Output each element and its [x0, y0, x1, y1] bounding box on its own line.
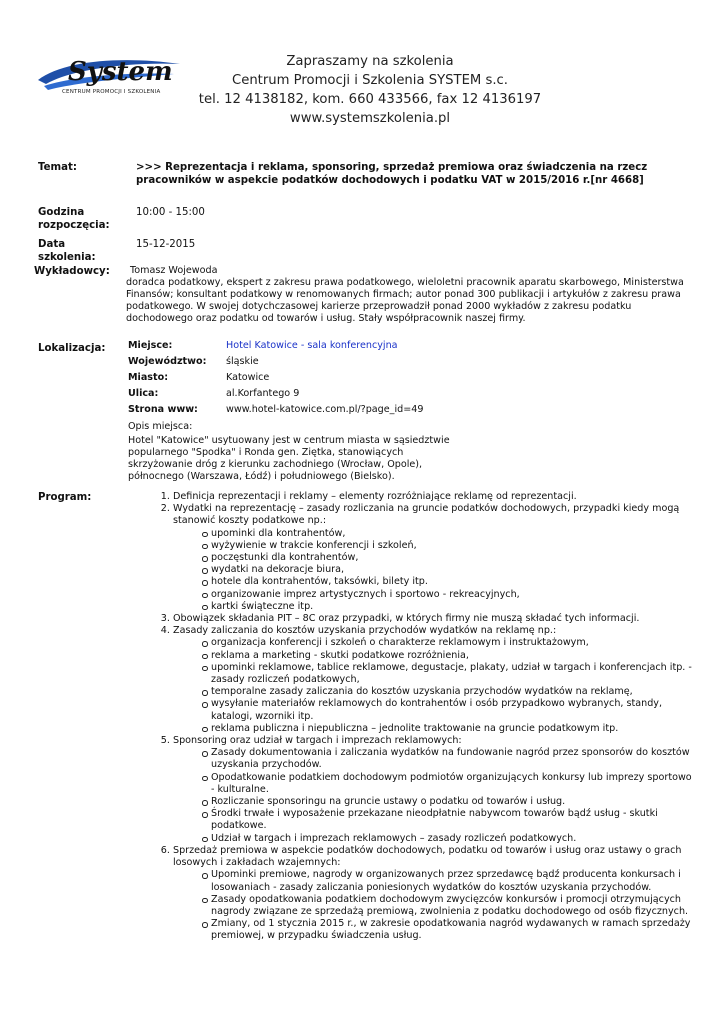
start-time: 10:00 - 15:00 [136, 207, 205, 218]
program-subitem: Zmiany, od 1 stycznia 2015 r., w zakresie opodatkowania nagród wydawanych w ramach sprzedaży premiowej, w przypadku świadczenia usług. [211, 918, 693, 942]
program-subitems [173, 528, 693, 613]
lecturer-name: Tomasz Wojewoda [130, 265, 218, 276]
program-subitem: poczęstunki dla kontrahentów, [211, 552, 693, 564]
program-subitems [173, 747, 693, 845]
program-subitem: upominki dla kontrahentów, [211, 528, 693, 540]
program-subitems [173, 637, 693, 735]
location-place-link[interactable]: Hotel Katowice - sala konferencyjna [226, 340, 398, 351]
program-subitem: Zasady dokumentowania i zaliczania wydatków na fundowanie nagród przez sponsorów do kosztów uzyskania przychodów. [211, 747, 693, 771]
program-subitem: organizowanie imprez artystycznych i sportowo - rekreacyjnych, [211, 589, 693, 601]
program-subitem: organizacja konferencji i szkoleń o charakterze reklamowym i instruktażowym, [211, 637, 693, 649]
header-line-2: Centrum Promocji i Szkolenia SYSTEM s.c. [232, 73, 508, 88]
lecturer-info [126, 265, 686, 325]
program-item: 6. Sprzedaż premiowa w aspekcie podatków dochodowych, podatku od towarów i usług oraz ustawy o grach losowych i zakładach wzajemnych: Upominki premiowe, nagrody w organizowanych przez sprzedawcę bądź producenta konkursach i losowaniach - zasady zaliczania poniesionych wydatków do kosztów uzyskania przychodów. Zasady opodatkowania podatkiem dochodowym zwycięzców konkursów i promocji otrzymujących nagrody związane ze sprzedażą premiową, zwolnienia z podatku dochodowego od osób fizycznych. Zmiany, od 1 stycznia 2015 r., w zakresie opodatkowania nagród wydawanych w ramach sprzedaży premiowej, w przypadku świadczenia usług. [173, 845, 693, 943]
program-item: 1. Definicja reprezentacji i reklamy – elementy rozróżniające reklamę od reprezentacji. [173, 491, 693, 503]
program-subitem: reklama a marketing - skutki podatkowe rozróżnienia, [211, 650, 693, 662]
label-program: Program: [38, 492, 92, 503]
program-subitem: hotele dla kontrahentów, taksówki, bilety itp. [211, 576, 693, 588]
label-lokalizacja: Lokalizacja: [38, 343, 106, 354]
program-item: 5. Sponsoring oraz udział w targach i imprezach reklamowych: Zasady dokumentowania i zaliczania wydatków na fundowanie nagród przez sponsorów do kosztów uzyskania przychodów. Opodatkowanie podatkiem dochodowym podmiotów organizujących konkursy lub imprezy sportowo - kulturalne. Rozliczanie sponsoringu na gruncie ustawy o podatku od towarów i usług. Środki trwałe i wyposażenie przekazane nieodpłatnie nabywcom towarów bądź usług - skutki podatkowe. Udział w targach i imprezach reklamowych – zasady rozliczeń podatkowych. [173, 735, 693, 845]
program-subitem: Środki trwałe i wyposażenie przekazane nieodpłatnie nabywcom towarów bądź usług - skutki podatkowe. [211, 808, 693, 832]
program-subitems [173, 869, 693, 942]
program-subitem: Opodatkowanie podatkiem dochodowym podmiotów organizujących konkursy lub imprezy sportowo - kulturalne. [211, 771, 692, 795]
program-subitem: Zasady opodatkowania podatkiem dochodowym zwycięzców konkursów i promocji otrzymujących nagrody związane ze sprzedażą premiową, zwolnienia z podatku dochodowego od osób fizycznych. [211, 894, 693, 918]
header-line-1: Zapraszamy na szkolenia [286, 54, 454, 69]
program-subitem: wydatki na dekoracje biura, [211, 564, 693, 576]
program-subitem: Upominki premiowe, nagrody w organizowanych przez sprzedawcę bądź producenta konkursach i losowaniach - zasady zaliczania poniesionych wydatków do kosztów uzyskania przychodów. [211, 869, 693, 893]
training-topic: >>> Reprezentacja i reklama, sponsoring, sprzedaż premiowa oraz świadczenia na rzecz pracowników w aspekcie podatków dochodowych i podatku VAT w 2015/2016 r.[nr 4668] [136, 162, 648, 186]
label-temat: Temat: [38, 162, 77, 173]
program-subitem: Udział w targach i imprezach reklamowych – zasady rozliczeń podatkowych. [211, 833, 693, 845]
program-list [158, 491, 693, 943]
program-item: 3. Obowiązek składania PIT – 8C oraz przypadki, w których firmy nie muszą składać tych informacji. [173, 613, 693, 625]
program-subitem: temporalne zasady zaliczania do kosztów uzyskania przychodów wydatków na reklamę, [211, 686, 693, 698]
program-subitem: reklama publiczna i niepubliczna – jednolite traktowanie na gruncie podatkowym itp. [211, 723, 693, 735]
label-data: Data szkolenia: [38, 239, 96, 263]
logo-subtitle: CENTRUM PROMOCJI I SZKOLENIA [62, 89, 161, 95]
header-website: www.systemszkolenia.pl [289, 111, 451, 126]
header [180, 52, 560, 128]
program-subitem: upominki reklamowe, tablice reklamowe, degustacje, plakaty, udział w targach i konferencjach itp. - zasady rozliczeń podatkowych, [211, 661, 692, 686]
program-subitem: wysyłanie materiałów reklamowych do kontrahentów i osób przypadkowo wybranych, standy, katalogi, wzorniki itp. [211, 698, 693, 722]
program-item: 2. Wydatki na reprezentację – zasady rozliczania na gruncie podatków dochodowych, przypadki kiedy mogą stanowić koszty podatkowe np.: upominki dla kontrahentów, wyżywienie w trakcie konferencji i szkoleń, poczęstunki dla kontrahentów, wydatki na dekoracje biura, hotele dla kontrahentów, taksówki, bilety itp. organizowanie imprez artystycznych i sportowo - rekreacyjnych, kartki świąteczne itp. [173, 503, 693, 613]
lecturer-bio: doradca podatkowy, ekspert z zakresu prawa podatkowego, wieloletni pracownik aparatu skarbowego, Ministerstwa Finansów; konsultant podatkowy w renomowanych firmach; autor ponad 300 publikacji i artykułów z zakresu prawa podatkowego. W swojej dotychczasowej karierze przeprowadził ponad 2000 wykładów z zakresu podatku dochodowego oraz podatku od towarów i usług. Stały współpracownik naszej firmy. [126, 277, 684, 324]
label-godzina: Godzina rozpoczęcia: [38, 207, 110, 231]
program-item: 4. Zasady zaliczania do kosztów uzyskania przychodów wydatków na reklamę np.: organizacja konferencji i szkoleń o charakterze reklamowym i instruktażowym, reklama a marketing - skutki podatkowe rozróżnienia, upominki reklamowe, tablice reklamowe, degustacje, plakaty, udział w targach i konferencjach itp. - zasady rozliczeń podatkowych, temporalne zasady zaliczania do kosztów uzyskania przychodów wydatków na reklamę, wysyłanie materiałów reklamowych do kontrahentów i osób przypadkowo wybranych, standy, katalogi, wzorniki itp. reklama publiczna i niepubliczna – jednolite traktowanie na gruncie podatkowym itp. [173, 625, 693, 735]
training-date: 15-12-2015 [136, 239, 196, 250]
program-subitem: wyżywienie w trakcie konferencji i szkoleń, [211, 540, 693, 552]
location-description-label: Opis miejsca: [128, 421, 193, 432]
program-subitem: Rozliczanie sponsoringu na gruncie ustawy o podatku od towarów i usług. [211, 796, 693, 808]
header-line-3: tel. 12 4138182, kom. 660 433566, fax 12 4136197 [198, 92, 542, 107]
location-description: Hotel "Katowice" usytuowany jest w centrum miasta w sąsiedztwie popularnego "Spodka" i Ronda gen. Ziętka, stanowiących skrzyżowanie dróg z kierunku zachodniego (Wrocław, Opole), północnego (Warszawa, Łódź) i południowego (Bielsko). [128, 435, 450, 482]
label-wykladowcy: Wykładowcy: [34, 266, 110, 277]
logo-text: System [68, 57, 173, 87]
program-subitem: kartki świąteczne itp. [211, 601, 693, 613]
